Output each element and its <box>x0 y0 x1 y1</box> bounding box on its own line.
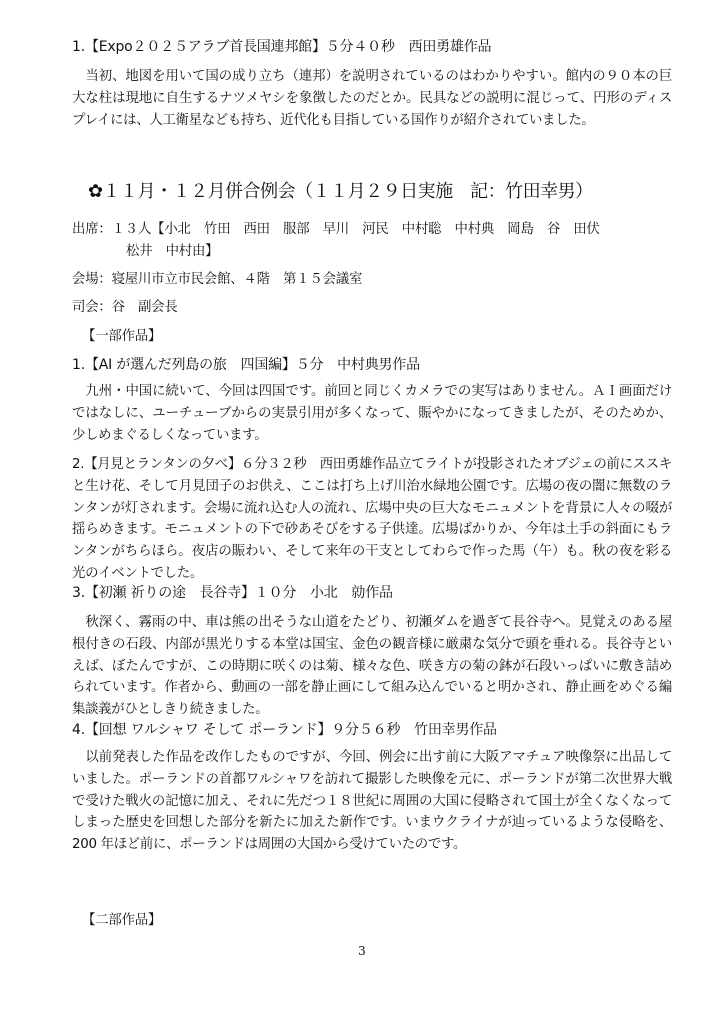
work-4-review: 以前発表した作品を改作したものですが、今回、例会に出す前に大阪アマチュア映像祭に出品していました。ポーランドの首都ワルシャワを訪れて撮影した映像を元に、ポーランドが第二次世界大戦で受けた戦火の記憶に加え、それに先だつ１８世紀に周囲の大国に侵略されて国土が全くなくなってしまった歴史を回想した部分を新たに加えた新作です。いまウクライナが辿っているような侵略を、200 年ほど前に、ポーランドは周囲の大国から受けていたのです。 <box>72 750 672 853</box>
venue-line: 会場：寝屋川市立市民会館、４階 第１５会議室 <box>72 272 363 287</box>
attendance-line-2: 松井 中村由】 <box>126 244 219 259</box>
expo-work-heading: 1.【Expo２０２５アラブ首長国連邦館】５分４０秒 西田勇雄作品 <box>72 39 492 55</box>
host-line: 司会：谷 副会長 <box>72 300 178 315</box>
attendance-line-1: 出席：１３人【小北 竹田 西田 服部 早川 河民 中村聡 中村典 岡島 谷 田伏 <box>72 222 600 237</box>
part-two-label: 【二部作品】 <box>82 913 162 928</box>
work-3-review: 秋深く、霧雨の中、車は熊の出そうな山道をたどり、初瀬ダムを過ぎて長谷寺へ。見覚えのある屋根付きの石段、内部が黒光りする本堂は国宝、金色の観音様に厳粛な気分で頭を垂れる。長谷寺といえば、ぼたんですが、この時期に咲くのは菊、様々な色、咲き方の菊の鉢が石段いっぱいに敷き詰められています。作者から、動画の一部を静止画にして組み込んでいると明かされ、静止画をめぐる編集談義がひとしきり続きました。 <box>72 615 672 718</box>
work-1-review: 九州・中国に続いて、今回は四国です。前回と同じくカメラでの実写はありません。ＡＩ画面だけではなしに、ユーチューブからの実景引用が多くなって、賑やかになってきましたが、そのためか、少しめまぐるしくなっています。 <box>72 384 672 443</box>
work-2-entry: 2.【月見とランタンの夕べ】６分３２秒 西田勇雄作品立てライトが投影されたオブジェの前にススキと生け花、そして月見団子のお供え、ここは打ち上げ川治水緑地公園です。広場の夜の闇に無数のランタンが灯されます。会場に流れ込む人の流れ、広場中央の巨大なモニュメントを背景に人々の啜が揺らめきます。モニュメントの下で砂あそびをする子供達。広場ばかりか、今年は土手の斜面にもランタンがちらほら。夜店の賑わい、そして来年の干支としてわらで作った馬（午）も。秋の夜を彩る光のイベントでした。 <box>72 457 672 581</box>
expo-work-review: 当初、地図を用いて国の成り立ち（連邦）を説明されているのはわかりやすい。館内の９０本の巨大な柱は現地に自生するナツメヤシを象徴したのだとか。民具などの説明に混じって、円形のディスプレイには、人工衛星なども持ち、近代化も目指している国作りが紹介されていました。 <box>72 69 672 128</box>
work-3-heading: 3.【初瀬 祈りの途 長谷寺】１０分 小北 勍作品 <box>72 585 393 601</box>
work-4-heading: 4.【回想 ワルシャワ そして ポーランド】９分５６秒 竹田幸男作品 <box>72 722 497 738</box>
part-one-label: 【一部作品】 <box>82 329 162 344</box>
meeting-title: ✿１１月・１２月併合例会（１１月２９日実施 記：竹田幸男） <box>88 181 593 202</box>
page-number: 3 <box>358 944 366 958</box>
work-1-heading: 1.【AI が選んだ列島の旅 四国編】５分 中村典男作品 <box>72 357 420 373</box>
